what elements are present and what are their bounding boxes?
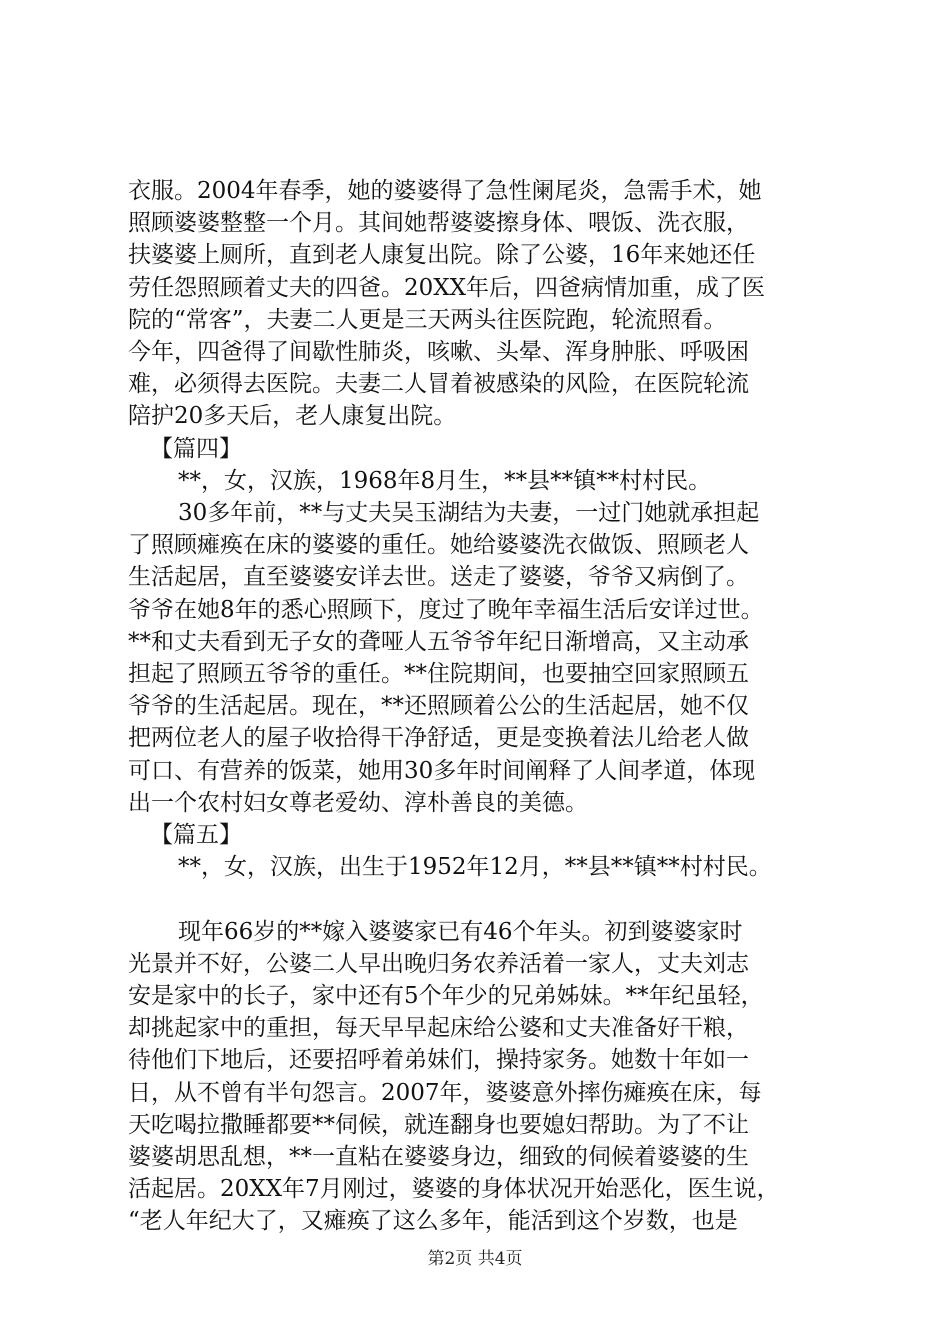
paragraph-line: 可口、有营养的饭菜，她用30多年时间阐释了人间孝道，体现	[128, 758, 756, 784]
paragraph-line: 出一个农村妇女尊老爱幼、淳朴善良的美德。	[128, 790, 588, 816]
paragraph-line: 安是家中的长子，家中还有5个年少的兄弟姊妹。**年纪虽轻，	[128, 983, 764, 1009]
paragraph-line: 陪护20多天后，老人康复出院。	[128, 403, 457, 429]
section-heading-4: 【篇四】	[150, 436, 242, 462]
paragraph-line: 爷爷的生活起居。现在，**还照顾着公公的生活起居，她不仅	[128, 693, 749, 719]
paragraph-line: 日，从不曾有半句怨言。2007年，婆婆意外摔伤瘫痪在床，每	[128, 1080, 762, 1106]
paragraph-line: 待他们下地后，还要招呼着弟妹们，操持家务。她数十年如一	[128, 1047, 749, 1073]
paragraph-line: 婆婆胡思乱想，**一直粘在婆婆身边，细致的伺候着婆婆的生	[128, 1144, 749, 1170]
paragraph-line: 却挑起家中的重担，每天早早起床给公婆和丈夫准备好干粮，	[128, 1015, 749, 1041]
paragraph-line: 难，必须得去医院。夫妻二人冒着被感染的风险，在医院轮流	[128, 371, 749, 397]
paragraph-line: 现年66岁的**嫁入婆婆家已有46个年头。初到婆婆家时	[178, 919, 743, 945]
paragraph-line: 照顾婆婆整整一个月。其间她帮婆婆擦身体、喂饭、洗衣服，	[128, 210, 749, 236]
paragraph-line: 活起居。20XX年7月刚过，婆婆的身体状况开始恶化，医生说，	[128, 1176, 780, 1202]
page-number-footer: 第2页 共4页	[427, 1249, 523, 1269]
paragraph-line: 了照顾瘫痪在床的婆婆的重任。她给婆婆洗衣做饭、照顾老人	[128, 532, 749, 558]
paragraph-line: 扶婆婆上厕所，直到老人康复出院。除了公婆，16年来她还任	[128, 242, 756, 268]
paragraph-line: 院的“常客”，夫妻二人更是三天两头往医院跑，轮流照看。	[128, 307, 727, 333]
paragraph-line: 生活起居，直至婆婆安详去世。送走了婆婆，爷爷又病倒了。	[128, 564, 749, 590]
paragraph-line: 衣服。2004年春季，她的婆婆得了急性阑尾炎，急需手术，她	[128, 178, 762, 204]
paragraph-line: 30多年前，**与丈夫吴玉湖结为夫妻，一过门她就承担起	[178, 500, 760, 526]
person-info-line: **，女，汉族，1968年8月生，**县**镇**村村民。	[178, 468, 712, 494]
paragraph-line: 把两位老人的屋子收拾得干净舒适，更是变换着法儿给老人做	[128, 725, 749, 751]
paragraph-line: 天吃喝拉撒睡都要**伺候，就连翻身也要媳妇帮助。为了不让	[128, 1112, 749, 1138]
person-info-line: **，女，汉族，出生于1952年12月，**县**镇**村村民。	[178, 854, 772, 880]
paragraph-line: 担起了照顾五爷爷的重任。**住院期间，也要抽空回家照顾五	[128, 661, 749, 687]
paragraph-line: 爷爷在她8年的悉心照顾下，度过了晚年幸福生活后安详过世。	[128, 597, 764, 623]
section-heading-5: 【篇五】	[150, 822, 242, 848]
paragraph-line: 劳任怨照顾着丈夫的四爸。20XX年后，四爸病情加重，成了医	[128, 275, 766, 301]
paragraph-line: 光景并不好，公婆二人早出晚归务农养活着一家人，丈夫刘志	[128, 951, 749, 977]
paragraph-line: “老人年纪大了，又瘫痪了这么多年，能活到这个岁数，也是	[128, 1208, 738, 1234]
paragraph-line: 今年，四爸得了间歇性肺炎，咳嗽、头晕、浑身肿胀、呼吸困	[128, 339, 749, 365]
paragraph-line: **和丈夫看到无子女的聋哑人五爷爷年纪日渐增高，又主动承	[128, 629, 749, 655]
